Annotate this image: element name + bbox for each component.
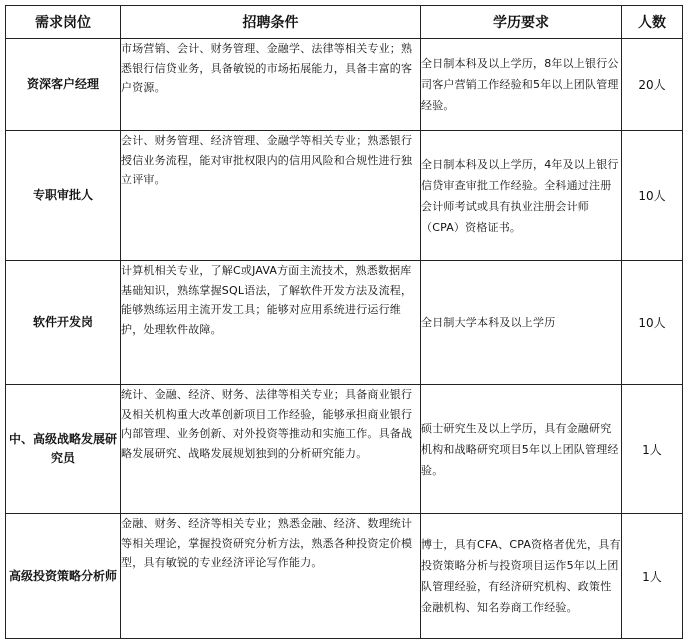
count-cell: 10人 <box>622 131 683 261</box>
requirements-cell: 统计、金融、经济、财务、法律等相关专业；具备商业银行及相关机构重大改革创新项目工作经验，能够承担商业银行内部管理、业务创新、对外投资等推动和实施工作。具备战略发展研究、战略发展规划独到的分析研究能力。 <box>121 385 421 514</box>
requirements-cell: 计算机相关专业，了解C或JAVA方面主流技术，熟悉数据库基础知识，熟练掌握SQL语法，了解软件开发方法及流程，能够熟练运用主流开发工具；能够对应用系统进行运行维护，处理软件故障。 <box>121 261 421 385</box>
position-cell: 中、高级战略发展研究员 <box>6 385 121 514</box>
count-cell: 20人 <box>622 39 683 131</box>
count-cell: 1人 <box>622 514 683 639</box>
requirements-cell: 会计、财务管理、经济管理、金融学等相关专业；熟悉银行授信业务流程，能对审批权限内的信用风险和合规性进行独立评审。 <box>121 131 421 261</box>
header-education: 学历要求 <box>421 6 622 39</box>
position-cell: 软件开发岗 <box>6 261 121 385</box>
table-row <box>6 514 683 639</box>
education-cell: 全日制本科及以上学历，8年以上银行公司客户营销工作经验和5年以上团队管理经验。 <box>421 39 622 131</box>
table-row <box>6 39 683 131</box>
education-cell: 博士，具有CFA、CPA资格者优先，具有投资策略分析与投资项目运作5年以上团队管理经验，有经济研究机构、政策性金融机构、知名券商工作经验。 <box>421 514 622 639</box>
table-row <box>6 131 683 261</box>
count-cell: 1人 <box>622 385 683 514</box>
position-cell: 资深客户经理 <box>6 39 121 131</box>
header-requirements: 招聘条件 <box>121 6 421 39</box>
count-cell: 10人 <box>622 261 683 385</box>
education-cell: 全日制本科及以上学历，4年及以上银行信贷审查审批工作经验。全科通过注册会计师考试或具有执业注册会计师（CPA）资格证书。 <box>421 131 622 261</box>
table-row <box>6 261 683 385</box>
header-position: 需求岗位 <box>6 6 121 39</box>
education-cell: 硕士研究生及以上学历，具有金融研究机构和战略研究项目5年以上团队管理经验。 <box>421 385 622 514</box>
position-cell: 专职审批人 <box>6 131 121 261</box>
header-row <box>6 6 683 39</box>
requirements-cell: 市场营销、会计、财务管理、金融学、法律等相关专业；熟悉银行信贷业务，具备敏锐的市场拓展能力，具备丰富的客户资源。 <box>121 39 421 131</box>
table-row <box>6 385 683 514</box>
header-count: 人数 <box>622 6 683 39</box>
education-cell: 全日制大学本科及以上学历 <box>421 261 622 385</box>
requirements-cell: 金融、财务、经济等相关专业；熟悉金融、经济、数理统计等相关理论，掌握投资研究分析方法，熟悉各种投资定价模型，具有敏锐的专业经济评论写作能力。 <box>121 514 421 639</box>
position-cell: 高级投资策略分析师 <box>6 514 121 639</box>
recruitment-table <box>5 5 683 639</box>
